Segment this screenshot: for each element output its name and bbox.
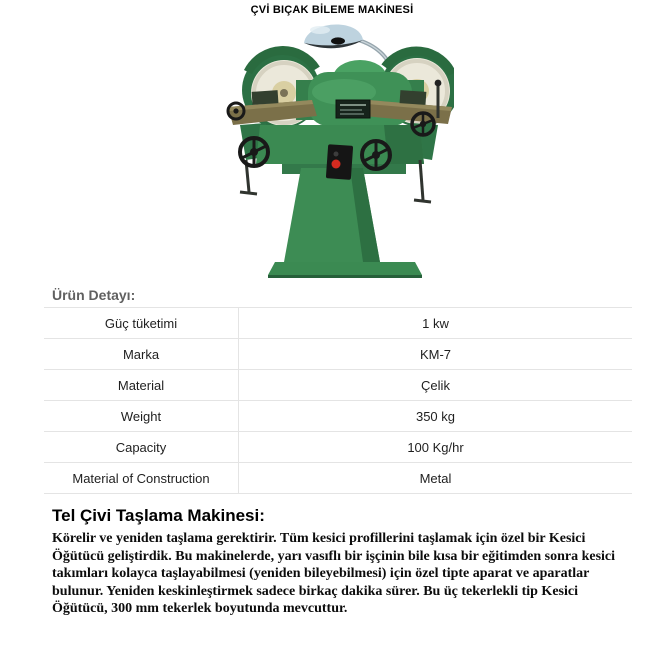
description-heading: Tel Çivi Taşlama Makinesi: (52, 506, 265, 525)
spec-value: Çelik (239, 370, 633, 401)
spec-label: Güç tüketimi (44, 308, 239, 339)
spec-table (44, 307, 632, 494)
spec-label: Capacity (44, 432, 239, 463)
nameplate (336, 100, 370, 118)
spec-value: 100 Kg/hr (239, 432, 633, 463)
product-image (224, 12, 454, 286)
table-row (44, 432, 632, 463)
table-row (44, 463, 632, 494)
spec-value: 350 kg (239, 401, 633, 432)
table-row (44, 308, 632, 339)
table-row (44, 370, 632, 401)
grinding-machine-illustration (224, 12, 454, 286)
spec-label: Material (44, 370, 239, 401)
work-lamp (304, 25, 363, 49)
table-row (44, 401, 632, 432)
spec-label: Weight (44, 401, 239, 432)
spec-value: KM-7 (239, 339, 633, 370)
spec-label: Marka (44, 339, 239, 370)
spec-value: 1 kw (239, 308, 633, 339)
spec-label: Material of Construction (44, 463, 239, 494)
adjustment-knob (435, 80, 442, 87)
power-switch (326, 144, 353, 180)
page-title: ÇVİ BIÇAK BİLEME MAKİNESİ (250, 4, 414, 16)
machine-pedestal (268, 168, 422, 278)
table-row (44, 339, 632, 370)
product-details-heading: Ürün Detayı: (52, 287, 136, 303)
spec-value: Metal (239, 463, 633, 494)
description-paragraph: Körelir ve yeniden taşlama gerektirir. Tüm kesici profillerini taşlamak için özel bir Kesici Öğütücü geliştirdik. Bu makinelerde, yarı vasıflı bir işçinin bile kısa bir eğitimden sonra kesici takımları kolayca taşlayabilmesi (yeniden bileyebilmesi) için özel tipte aparat ve aparatlar bulunur. Yeniden keskinleştirmek sadece birkaç dakika sürer. Bu üç tekerlekli tip Kesici Öğütücü, 300 mm tekerlek boyutunda mevcuttur. (52, 531, 616, 616)
